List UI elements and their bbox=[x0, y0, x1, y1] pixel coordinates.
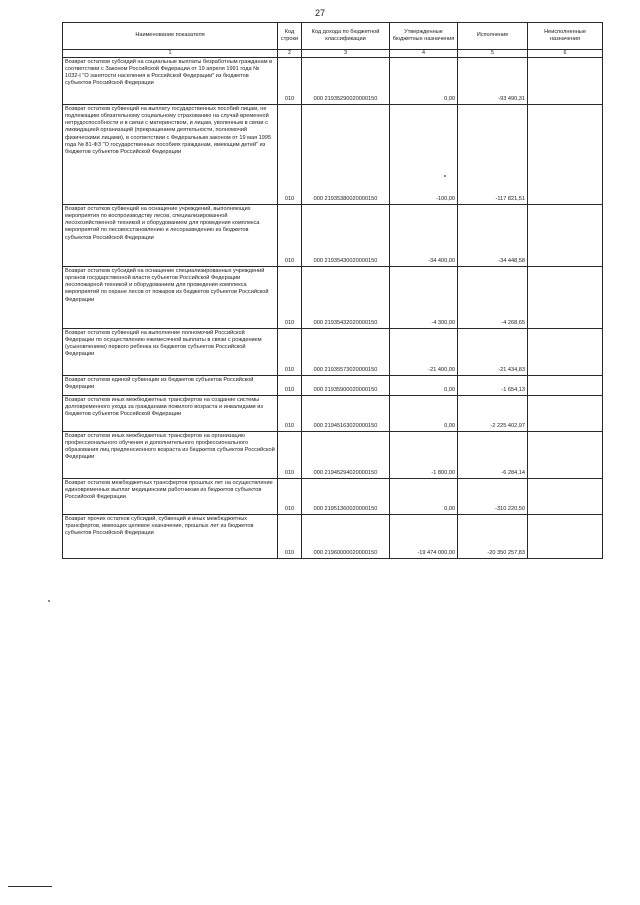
header-unexecuted: Неисполненные назначения bbox=[528, 23, 603, 50]
header-kbk: Код дохода по бюджетной классификации bbox=[302, 23, 390, 50]
page-number: 27 bbox=[314, 8, 325, 18]
table-row bbox=[63, 328, 603, 375]
column-number: 1 bbox=[63, 50, 278, 58]
row-name: Возврат остатков субсидий на оснащение специализированных учреждений органов государственной власти субъектов Российской Федерации лесопожарной техникой и оборудованием для проведения комплекса мероприятий по охране лесов от пожаров из бюджетов субъектов Российской Федерации bbox=[63, 266, 278, 328]
row-approved: -4 300,00 bbox=[390, 266, 458, 328]
row-executed: -6 284,14 bbox=[458, 431, 528, 478]
row-unexecuted bbox=[528, 514, 603, 558]
table-row bbox=[63, 204, 603, 266]
row-kbk: 000 21945294020000150 bbox=[302, 431, 390, 478]
row-name: Возврат прочих остатков субсидий, субвенций и иных межбюджетных трансфертов, имеющих целевое назначение, прошлых лет из бюджетов субъектов Российской Федерации bbox=[63, 514, 278, 558]
row-executed: -2 225 402,97 bbox=[458, 395, 528, 431]
row-approved: 0,00 bbox=[390, 478, 458, 514]
row-kbk: 000 21935573020000150 bbox=[302, 328, 390, 375]
row-approved: -1 800,00 bbox=[390, 431, 458, 478]
row-name: Возврат остатков субвенций на выполнение полномочий Российской Федерации по осуществлению ежемесячной выплаты в связи с рождением (усыновлением) первого ребенка из бюджетов субъектов Российской Федерации bbox=[63, 328, 278, 375]
table-row bbox=[63, 431, 603, 478]
row-approved: 0,00 bbox=[390, 375, 458, 395]
row-approved: -21 400,00 bbox=[390, 328, 458, 375]
row-kbk: 000 21945163020000150 bbox=[302, 395, 390, 431]
row-approved: -34 400,00 bbox=[390, 204, 458, 266]
row-unexecuted bbox=[528, 104, 603, 204]
table-row bbox=[63, 478, 603, 514]
header-code: Код строки bbox=[278, 23, 302, 50]
row-executed: -21 434,83 bbox=[458, 328, 528, 375]
row-unexecuted bbox=[528, 478, 603, 514]
row-name: Возврат остатков межбюджетных трансфертов прошлых лет на осуществление единовременных выплат медицинским работникам из бюджетов субъектов Российской Федерации bbox=[63, 478, 278, 514]
row-unexecuted bbox=[528, 57, 603, 104]
row-name: Возврат остатков субвенций на оснащение учреждений, выполняющих мероприятия по воспроизводству лесов, специализированной лесохозяйственной техникой и оборудованием для проведения комплекса мероприятий по лесовосстановлению и лесоразведению из бюджетов субъектов Российской Федерации bbox=[63, 204, 278, 266]
column-number-row bbox=[63, 50, 603, 58]
column-number: 3 bbox=[302, 50, 390, 58]
row-executed: -93 490,31 bbox=[458, 57, 528, 104]
header-approved: Утвержденные бюджетные назначения bbox=[390, 23, 458, 50]
row-kbk: 000 21935432020000150 bbox=[302, 266, 390, 328]
footer-rule bbox=[8, 886, 52, 887]
table-header-row bbox=[63, 23, 603, 50]
row-unexecuted bbox=[528, 375, 603, 395]
row-unexecuted bbox=[528, 395, 603, 431]
row-name: Возврат остатков иных межбюджетных трансфертов на создание системы долговременного ухода за гражданами пожилого возраста и инвалидами из бюджетов субъектов Российской Федерации bbox=[63, 395, 278, 431]
column-number: 2 bbox=[278, 50, 302, 58]
row-name: Возврат остатков субсидий на социальные выплаты безработным гражданам в соответствии с Законом Российской Федерации от 19 апреля 1991 года № 1032-I "О занятости населения в Российской Федерации" из бюджетов субъектов Российской Федерации bbox=[63, 57, 278, 104]
row-executed: -117 821,51 bbox=[458, 104, 528, 204]
row-kbk: 000 21960000020000150 bbox=[302, 514, 390, 558]
column-number: 4 bbox=[390, 50, 458, 58]
row-unexecuted bbox=[528, 431, 603, 478]
row-unexecuted bbox=[528, 266, 603, 328]
row-executed: -1 654,13 bbox=[458, 375, 528, 395]
scan-speck bbox=[444, 175, 446, 177]
row-kbk: 000 21935900020000150 bbox=[302, 375, 390, 395]
scan-speck bbox=[48, 600, 50, 602]
table-row bbox=[63, 375, 603, 395]
table-row bbox=[63, 514, 603, 558]
row-kbk: 000 21935380020000150 bbox=[302, 104, 390, 204]
column-number: 5 bbox=[458, 50, 528, 58]
table-row bbox=[63, 395, 603, 431]
row-approved: -100,00 bbox=[390, 104, 458, 204]
row-code: 010 bbox=[278, 375, 302, 395]
table-row bbox=[63, 104, 603, 204]
row-code: 010 bbox=[278, 431, 302, 478]
row-unexecuted bbox=[528, 328, 603, 375]
row-code: 010 bbox=[278, 328, 302, 375]
row-code: 010 bbox=[278, 395, 302, 431]
row-code: 010 bbox=[278, 514, 302, 558]
table-row bbox=[63, 57, 603, 104]
row-approved: 0,00 bbox=[390, 57, 458, 104]
row-kbk: 000 21951360020000150 bbox=[302, 478, 390, 514]
row-executed: -20 350 257,83 bbox=[458, 514, 528, 558]
row-code: 010 bbox=[278, 478, 302, 514]
row-code: 010 bbox=[278, 204, 302, 266]
header-executed: Исполнение bbox=[458, 23, 528, 50]
table-row bbox=[63, 266, 603, 328]
row-code: 010 bbox=[278, 266, 302, 328]
row-kbk: 000 21935430020000150 bbox=[302, 204, 390, 266]
row-name: Возврат остатков иных межбюджетных трансфертов на организацию профессионального обучения и дополнительного профессионального образования лиц предпенсионного возраста из бюджетов субъектов Российской Федерации bbox=[63, 431, 278, 478]
header-name: Наименование показателя bbox=[63, 23, 278, 50]
row-executed: -310 220,50 bbox=[458, 478, 528, 514]
row-kbk: 000 21935290020000150 bbox=[302, 57, 390, 104]
row-code: 010 bbox=[278, 104, 302, 204]
row-code: 010 bbox=[278, 57, 302, 104]
row-executed: -4 268,65 bbox=[458, 266, 528, 328]
column-number: 6 bbox=[528, 50, 603, 58]
row-name: Возврат остатков субвенций на выплату государственных пособий лицам, не подлежащим обязательному социальному страхованию на случай временной нетрудоспособности и в связи с материнством, и лицам, уволенным в связи с ликвидацией организаций (прекращением деятельности, полномочий физическими лицами), в соответствии с Федеральным законом от 19 мая 1995 года № 81-ФЗ "О государственных пособиях гражданам, имеющим детей" из бюджетов субъектов Российской Федерации bbox=[63, 104, 278, 204]
row-unexecuted bbox=[528, 204, 603, 266]
row-name: Возврат остатков единой субвенции из бюджетов субъектов Российской Федерации bbox=[63, 375, 278, 395]
row-executed: -34 448,58 bbox=[458, 204, 528, 266]
row-approved: -19 474 000,00 bbox=[390, 514, 458, 558]
revenue-report-table bbox=[62, 22, 603, 559]
row-approved: 0,00 bbox=[390, 395, 458, 431]
